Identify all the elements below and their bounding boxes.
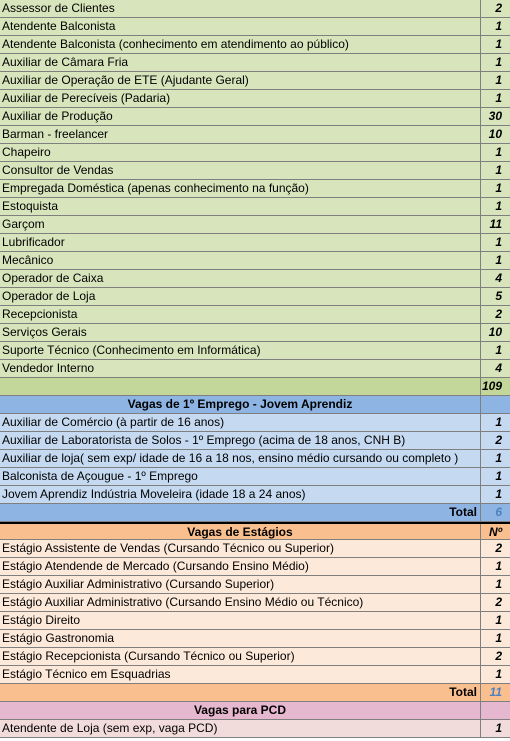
estagios-total-row[interactable]: [0, 684, 510, 702]
vacancy-count-cell[interactable]: 1: [495, 451, 502, 465]
table-row[interactable]: [0, 432, 510, 450]
job-title-cell[interactable]: Estágio Auxiliar Administrativo (Cursando Superior): [0, 576, 481, 593]
vacancy-count-cell[interactable]: 1: [495, 631, 502, 645]
job-title-cell[interactable]: Estágio Atendende de Mercado (Cursando Ensino Médio): [0, 558, 481, 575]
main-total-row[interactable]: [0, 378, 510, 396]
estagios-header-row[interactable]: [0, 522, 510, 540]
job-title-cell[interactable]: Vendedor Interno: [0, 360, 481, 377]
job-title-cell[interactable]: Auxiliar de Laboratorista de Solos - 1º Emprego (acima de 18 anos, CNH B): [0, 432, 481, 449]
job-title-cell[interactable]: Atendente Balconista: [0, 18, 481, 35]
vacancy-count-cell[interactable]: 1: [495, 145, 502, 159]
job-title-cell[interactable]: Consultor de Vendas: [0, 162, 481, 179]
job-title-cell[interactable]: Auxiliar de Produção: [0, 108, 481, 125]
aprendiz-header-row[interactable]: [0, 396, 510, 414]
vacancy-count-cell[interactable]: 4: [495, 361, 502, 375]
job-title-cell[interactable]: Estágio Assistente de Vendas (Cursando Técnico ou Superior): [0, 540, 481, 557]
vacancy-count-cell[interactable]: 2: [495, 649, 502, 663]
table-row[interactable]: [0, 216, 510, 234]
job-title-cell[interactable]: Auxiliar de loja( sem exp/ idade de 16 a 18 nos, ensino médio cursando ou completo ): [0, 450, 481, 467]
job-title-cell[interactable]: Atendente Balconista (conhecimento em atendimento ao público): [0, 36, 481, 53]
table-row[interactable]: [0, 324, 510, 342]
vacancy-count-cell[interactable]: 1: [495, 415, 502, 429]
vacancy-count-cell[interactable]: 2: [495, 307, 502, 321]
vacancy-count-cell[interactable]: 1: [495, 37, 502, 51]
pcd-header-row[interactable]: [0, 702, 510, 720]
job-title-cell[interactable]: Assessor de Clientes: [0, 0, 481, 17]
job-title-cell[interactable]: Recepcionista: [0, 306, 481, 323]
job-title-cell[interactable]: Estágio Técnico em Esquadrias: [0, 666, 481, 683]
table-row[interactable]: [0, 468, 510, 486]
vacancy-count-cell[interactable]: 1: [495, 469, 502, 483]
vacancy-count-cell[interactable]: 1: [495, 55, 502, 69]
table-row[interactable]: [0, 0, 510, 18]
job-title-cell[interactable]: Estágio Gastronomia: [0, 630, 481, 647]
job-title-cell[interactable]: Serviços Gerais: [0, 324, 481, 341]
table-row[interactable]: [0, 648, 510, 666]
vacancy-count-cell[interactable]: 1: [495, 163, 502, 177]
job-title-cell[interactable]: Operador de Loja: [0, 288, 481, 305]
table-row[interactable]: [0, 72, 510, 90]
aprendiz-total-row[interactable]: [0, 504, 510, 522]
job-title-cell[interactable]: Operador de Caixa: [0, 270, 481, 287]
job-title-cell[interactable]: Empregada Doméstica (apenas conhecimento na função): [0, 180, 481, 197]
table-row[interactable]: [0, 162, 510, 180]
table-row[interactable]: [0, 594, 510, 612]
job-title-cell[interactable]: Estágio Auxiliar Administrativo (Cursando Ensino Médio ou Técnico): [0, 594, 481, 611]
job-title-cell[interactable]: Auxiliar de Operação de ETE (Ajudante Geral): [0, 72, 481, 89]
vacancy-count-cell[interactable]: 1: [495, 235, 502, 249]
table-row[interactable]: [0, 252, 510, 270]
section-title[interactable]: Vagas de 1º Emprego - Jovem Aprendiz: [0, 396, 481, 413]
job-title-cell[interactable]: Mecânico: [0, 252, 481, 269]
vacancy-count-cell[interactable]: 1: [495, 613, 502, 627]
job-title-cell[interactable]: Estágio Direito: [0, 612, 481, 629]
vacancy-count-cell[interactable]: 30: [488, 109, 502, 123]
vacancy-count-cell[interactable]: 2: [495, 595, 502, 609]
header-empty-cell[interactable]: [481, 396, 510, 413]
table-row[interactable]: [0, 180, 510, 198]
vacancy-count-cell[interactable]: 2: [495, 433, 502, 447]
table-row[interactable]: [0, 486, 510, 504]
table-row[interactable]: [0, 630, 510, 648]
job-title-cell[interactable]: Barman - freelancer: [0, 126, 481, 143]
vacancy-count-cell[interactable]: 1: [495, 721, 502, 735]
table-row[interactable]: [0, 144, 510, 162]
table-row[interactable]: [0, 36, 510, 54]
table-row[interactable]: [0, 360, 510, 378]
job-title-cell[interactable]: Lubrificador: [0, 234, 481, 251]
vacancy-count-cell[interactable]: 1: [495, 253, 502, 267]
table-row[interactable]: [0, 666, 510, 684]
vacancy-count-cell[interactable]: 1: [495, 487, 502, 501]
table-row[interactable]: [0, 576, 510, 594]
job-title-cell[interactable]: Estágio Recepcionista (Cursando Técnico ou Superior): [0, 648, 481, 665]
table-row[interactable]: [0, 450, 510, 468]
vacancy-count-cell[interactable]: 2: [495, 541, 502, 555]
vacancy-count-cell[interactable]: 4: [495, 271, 502, 285]
vacancy-count-cell[interactable]: 1: [495, 343, 502, 357]
number-column-header[interactable]: Nº: [488, 525, 503, 539]
vacancy-count-cell[interactable]: 1: [495, 577, 502, 591]
vacancy-count-cell[interactable]: 10: [488, 325, 502, 339]
header-empty-cell[interactable]: [481, 702, 510, 719]
vacancy-count-cell[interactable]: 1: [495, 91, 502, 105]
job-title-cell[interactable]: Estoquista: [0, 198, 481, 215]
table-row[interactable]: [0, 234, 510, 252]
job-title-cell[interactable]: Garçom: [0, 216, 481, 233]
table-row[interactable]: [0, 540, 510, 558]
table-row[interactable]: [0, 108, 510, 126]
table-row[interactable]: [0, 18, 510, 36]
vacancy-count-cell[interactable]: 10: [488, 127, 502, 141]
job-title-cell[interactable]: Jovem Aprendiz Indústria Moveleira (idade 18 a 24 anos): [0, 486, 481, 503]
table-row[interactable]: [0, 342, 510, 360]
vacancy-count-cell[interactable]: 1: [495, 73, 502, 87]
vacancy-count-cell[interactable]: 11: [489, 217, 502, 231]
table-row[interactable]: [0, 90, 510, 108]
vacancy-count-cell[interactable]: 2: [495, 1, 502, 15]
job-title-cell[interactable]: Balconista de Açougue - 1º Emprego: [0, 468, 481, 485]
table-row[interactable]: [0, 558, 510, 576]
table-row[interactable]: [0, 612, 510, 630]
total-label-cell[interactable]: [0, 378, 481, 395]
job-title-cell[interactable]: Atendente de Loja (sem exp, vaga PCD): [0, 720, 481, 737]
vacancy-count-cell[interactable]: 5: [495, 289, 502, 303]
table-row[interactable]: [0, 306, 510, 324]
table-row[interactable]: [0, 720, 510, 738]
job-title-cell[interactable]: Auxiliar de Câmara Fria: [0, 54, 481, 71]
vacancy-count-cell[interactable]: 1: [495, 667, 502, 681]
main-total-cell[interactable]: 109: [481, 379, 502, 393]
section-title[interactable]: Vagas de Estágios: [0, 524, 481, 539]
job-title-cell[interactable]: Suporte Técnico (Conhecimento em Informática): [0, 342, 481, 359]
table-row[interactable]: [0, 126, 510, 144]
total-label-cell[interactable]: Total: [0, 504, 481, 521]
total-label-cell[interactable]: Total: [0, 684, 481, 701]
aprendiz-total-cell[interactable]: 6: [495, 505, 502, 519]
vacancy-count-cell[interactable]: 1: [495, 181, 502, 195]
table-row[interactable]: [0, 270, 510, 288]
job-title-cell[interactable]: Auxiliar de Perecíveis (Padaria): [0, 90, 481, 107]
table-row[interactable]: [0, 198, 510, 216]
job-title-cell[interactable]: Auxiliar de Comércio (à partir de 16 anos): [0, 414, 481, 431]
vacancy-count-cell[interactable]: 1: [495, 559, 502, 573]
estagios-total-cell[interactable]: 11: [489, 685, 502, 699]
table-row[interactable]: [0, 414, 510, 432]
vacancy-count-cell[interactable]: 1: [495, 19, 502, 33]
job-title-cell[interactable]: Chapeiro: [0, 144, 481, 161]
section-title[interactable]: Vagas para PCD: [0, 702, 481, 719]
vacancy-count-cell[interactable]: 1: [495, 199, 502, 213]
table-row[interactable]: [0, 288, 510, 306]
table-row[interactable]: [0, 54, 510, 72]
